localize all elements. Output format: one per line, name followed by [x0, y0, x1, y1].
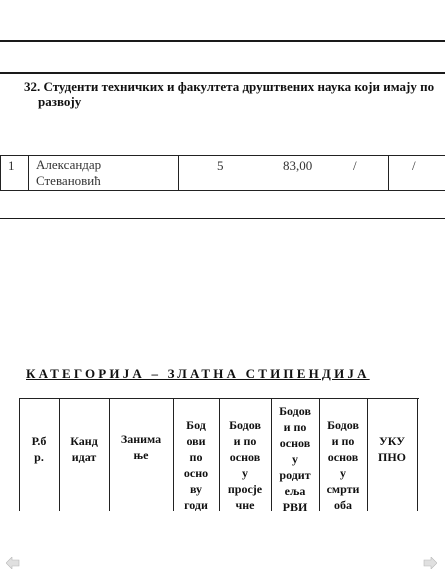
section-heading [24, 79, 445, 109]
header-points-parents: Бодов и по основ у родит еља РВИ [279, 404, 311, 514]
table-row [0, 155, 445, 191]
next-page-icon[interactable] [423, 557, 437, 569]
candidate-name-line2: Стевановић [36, 173, 101, 188]
cell-border [388, 156, 389, 190]
row-score: 83,00 [283, 158, 313, 173]
category-title: КАТЕГОРИЈА – ЗЛАТНА СТИПЕНДИЈА [26, 366, 370, 381]
header-points-year: Бод ови по осно ву годи [183, 418, 209, 512]
scholarship-table [19, 398, 419, 514]
candidate-name [36, 157, 101, 191]
header-points-average: Бодов и по основ у просје чне [227, 418, 263, 512]
cell-border [28, 156, 29, 190]
header-rb: Р.б р. [31, 434, 47, 464]
section-title-line2: развоју [38, 94, 82, 109]
section-divider [0, 72, 445, 74]
section-number: 32. [24, 79, 41, 94]
header-occupation: Занима ње [120, 432, 162, 462]
prev-page-icon[interactable] [6, 557, 20, 569]
top-divider [0, 40, 445, 42]
header-total: УКУ ПНО [377, 434, 406, 464]
row-col5: / [353, 158, 357, 173]
cell-border [178, 156, 179, 190]
header-candidate: Канд идат [70, 434, 98, 464]
row-index: 1 [8, 158, 15, 173]
cell-border [0, 156, 1, 190]
header-points-death: Бодов и по основ у смрти оба [326, 418, 360, 512]
candidate-name-line1: Александар [36, 157, 102, 172]
bottom-divider [0, 218, 445, 219]
section-title-line1: Студенти техничких и факултета друштвених наука који имају по [43, 79, 435, 94]
column-border [417, 399, 418, 511]
row-count: 5 [217, 158, 224, 173]
row-col6: / [412, 158, 416, 173]
